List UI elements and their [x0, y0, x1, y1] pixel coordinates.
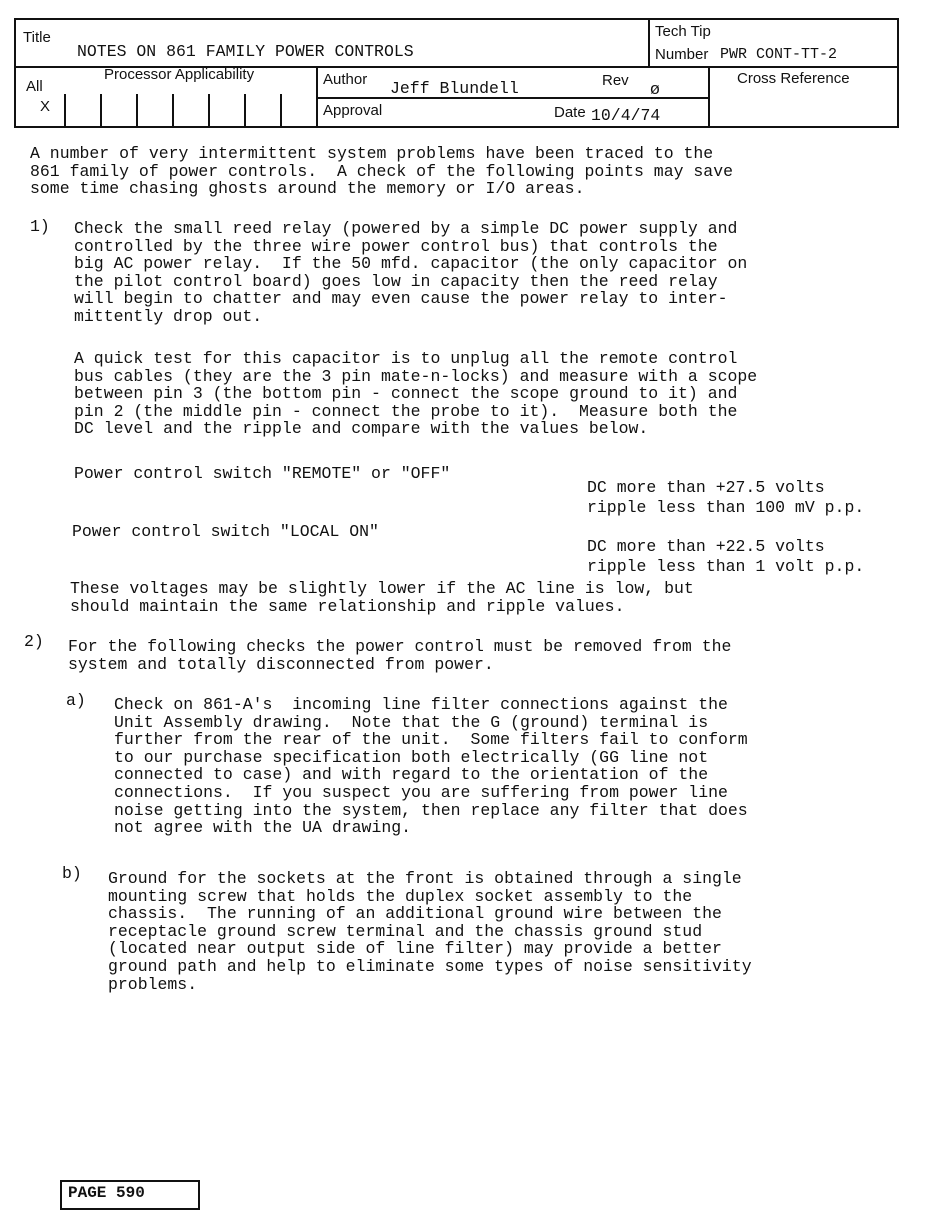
- spec-1-dc: DC more than +27.5 volts: [587, 478, 825, 497]
- text-line: (located near output side of line filter) may provide a better: [108, 939, 722, 959]
- text-line: controlled by the three wire power control bus) that controls the: [74, 236, 718, 256]
- item-2b-label: b): [62, 864, 82, 883]
- processor-applicability-label: Processor Applicability: [104, 66, 255, 83]
- text-line: chassis. The running of an additional ground wire between the: [108, 904, 722, 924]
- text-line: between pin 3 (the bottom pin - connect the scope ground to it) and: [74, 384, 738, 404]
- item-2-number: 2): [24, 632, 44, 651]
- item-2a-paragraph: [114, 696, 748, 837]
- item-2b-paragraph: [108, 870, 752, 993]
- cross-reference-label: Cross Reference: [737, 70, 850, 87]
- item-2a-label: a): [66, 691, 86, 710]
- title-value: NOTES ON 861 FAMILY POWER CONTROLS: [77, 42, 414, 61]
- item-2-intro: [68, 638, 731, 673]
- text-line: some time chasing ghosts around the memory or I/O areas.: [30, 179, 585, 199]
- text-line: mounting screw that holds the duplex socket assembly to the: [108, 886, 693, 906]
- text-line: Unit Assembly drawing. Note that the G (ground) terminal is: [114, 712, 709, 732]
- date-value: 10/4/74: [591, 106, 661, 125]
- text-line: mittently drop out.: [74, 306, 263, 326]
- item-1-paragraph-1: [74, 220, 747, 326]
- text-line: DC level and the ripple and compare with the values below.: [74, 419, 649, 439]
- intro-paragraph: [30, 145, 733, 198]
- spec-2-dc: DC more than +22.5 volts: [587, 537, 825, 556]
- spec-2-ripple: ripple less than 1 volt p.p.: [587, 557, 865, 576]
- text-line: A number of very intermittent system problems have been traced to the: [30, 144, 714, 163]
- header-divider-techtip: [648, 18, 650, 66]
- spec-2-label: Power control switch "LOCAL ON": [72, 522, 379, 541]
- text-line: problems.: [108, 974, 198, 994]
- text-line: the pilot control board) goes low in capacity then the reed relay: [74, 271, 718, 291]
- spec-1-ripple: ripple less than 100 mV p.p.: [587, 498, 865, 517]
- approval-label: Approval: [323, 102, 383, 119]
- item-1-number: 1): [30, 217, 50, 236]
- spec-1-label: Power control switch "REMOTE" or "OFF": [74, 464, 451, 483]
- date-label: Date: [554, 104, 586, 121]
- text-line: system and totally disconnected from power.: [68, 654, 494, 674]
- author-value: Jeff Blundell: [390, 79, 519, 98]
- text-line: 861 family of power controls. A check of the following points may save: [30, 161, 734, 181]
- text-line: not agree with the UA drawing.: [114, 818, 412, 838]
- text-line: big AC power relay. If the 50 mfd. capacitor (the only capacitor on: [74, 254, 748, 274]
- all-label: All: [26, 78, 43, 95]
- all-mark: X: [40, 98, 51, 115]
- text-line: bus cables (they are the 3 pin mate-n-locks) and measure with a scope: [74, 366, 758, 386]
- rev-label: Rev: [602, 72, 629, 89]
- author-label: Author: [323, 71, 368, 88]
- text-line: connected to case) and with regard to the orientation of the: [114, 765, 709, 785]
- number-label: Number: [655, 46, 709, 63]
- text-line: receptacle ground screw terminal and the chassis ground stud: [108, 921, 703, 941]
- rev-value: ø: [650, 80, 660, 99]
- title-label: Title: [23, 29, 51, 46]
- text-line: For the following checks the power control must be removed from the: [68, 637, 732, 656]
- text-line: ground path and help to eliminate some types of noise sensitivity: [108, 956, 752, 976]
- tech-tip-label: Tech Tip: [655, 23, 711, 40]
- page-number-box: PAGE 590: [60, 1180, 200, 1210]
- text-line: A quick test for this capacitor is to unplug all the remote control: [74, 349, 738, 368]
- item-1-paragraph-2: [74, 350, 757, 438]
- text-line: Ground for the sockets at the front is obtained through a single: [108, 869, 742, 888]
- header-divider-crossref: [708, 66, 710, 128]
- text-line: connections. If you suspect you are suffering from power line: [114, 782, 728, 802]
- text-line: should maintain the same relationship and ripple values.: [70, 596, 625, 616]
- text-line: pin 2 (the middle pin - connect the probe to it). Measure both the: [74, 401, 738, 421]
- text-line: Check on 861-A's incoming line filter connections against the: [114, 695, 728, 714]
- text-line: will begin to chatter and may even cause the power relay to inter-: [74, 289, 728, 309]
- text-line: to our purchase specification both electrically (GG line not: [114, 747, 709, 767]
- number-value: PWR CONT-TT-2: [720, 46, 838, 63]
- text-line: noise getting into the system, then replace any filter that does: [114, 800, 748, 820]
- text-line: These voltages may be slightly lower if the AC line is low, but: [70, 579, 694, 598]
- text-line: Check the small reed relay (powered by a simple DC power supply and: [74, 219, 738, 238]
- text-line: further from the rear of the unit. Some filters fail to conform: [114, 730, 748, 750]
- item-1-paragraph-3: [70, 580, 694, 615]
